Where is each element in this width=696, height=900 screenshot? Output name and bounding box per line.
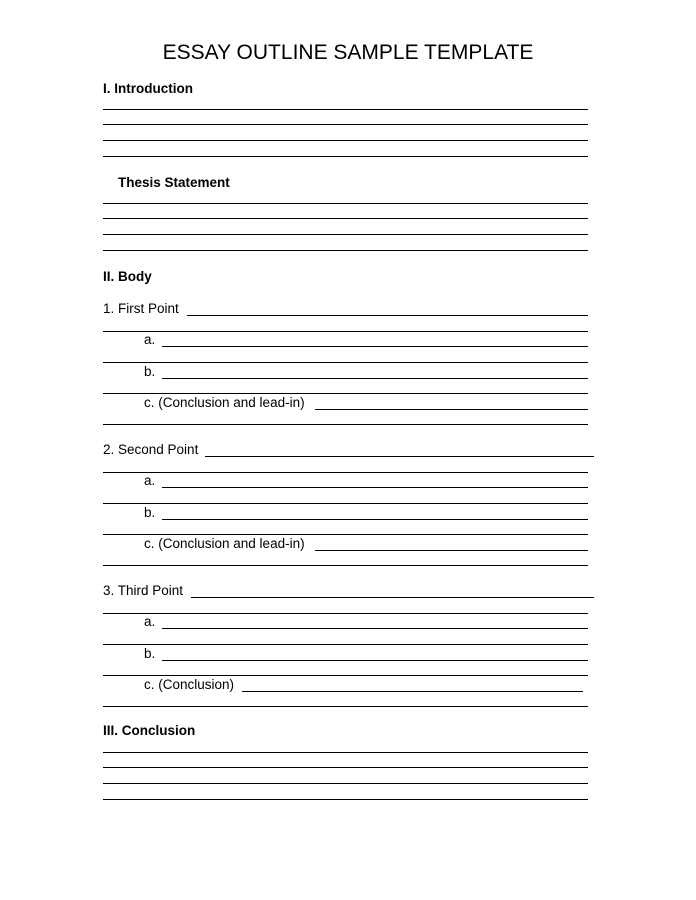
- conclusion-heading: III. Conclusion: [103, 723, 196, 738]
- thesis-line[interactable]: [103, 234, 588, 235]
- point-2-sub-c-label: c. (Conclusion and lead-in): [144, 536, 305, 551]
- point-1-sub-c-line[interactable]: [315, 409, 588, 410]
- point-3-sub-a-label: a.: [144, 614, 156, 629]
- point-2-sub-a-continuation-line[interactable]: [103, 503, 588, 504]
- conclusion-line[interactable]: [103, 799, 588, 800]
- point-2-continuation-line[interactable]: [103, 472, 588, 473]
- introduction-heading: I. Introduction: [103, 81, 193, 96]
- point-3-label: 3. Third Point: [103, 583, 184, 598]
- point-2-sub-b-label: b.: [144, 505, 156, 520]
- point-1-sub-b-line[interactable]: [162, 378, 588, 379]
- point-3-line[interactable]: [191, 597, 594, 598]
- conclusion-line[interactable]: [103, 783, 588, 784]
- point-3-sub-c-continuation-line[interactable]: [103, 706, 588, 707]
- point-2-sub-b-continuation-line[interactable]: [103, 534, 588, 535]
- point-2-sub-a-line[interactable]: [162, 487, 588, 488]
- page-title: ESSAY OUTLINE SAMPLE TEMPLATE: [162, 41, 534, 64]
- thesis-line[interactable]: [103, 250, 588, 251]
- point-2-sub-c-continuation-line[interactable]: [103, 565, 588, 566]
- point-1-sub-b-label: b.: [144, 364, 156, 379]
- thesis-heading: Thesis Statement: [118, 175, 230, 190]
- introduction-line[interactable]: [103, 140, 588, 141]
- conclusion-line[interactable]: [103, 767, 588, 768]
- point-3-continuation-line[interactable]: [103, 613, 588, 614]
- point-1-sub-a-continuation-line[interactable]: [103, 362, 588, 363]
- introduction-line[interactable]: [103, 156, 588, 157]
- point-3-sub-a-line[interactable]: [162, 628, 588, 629]
- point-1-sub-a-line[interactable]: [162, 346, 588, 347]
- thesis-line[interactable]: [103, 218, 588, 219]
- point-1-sub-b-continuation-line[interactable]: [103, 393, 588, 394]
- point-1-line[interactable]: [187, 315, 588, 316]
- point-3-sub-a-continuation-line[interactable]: [103, 644, 588, 645]
- introduction-line[interactable]: [103, 124, 588, 125]
- point-3-sub-c-line[interactable]: [242, 691, 583, 692]
- introduction-line[interactable]: [103, 109, 588, 110]
- point-2-sub-a-label: a.: [144, 473, 156, 488]
- point-3-sub-c-label: c. (Conclusion): [144, 677, 235, 692]
- point-2-line[interactable]: [205, 456, 594, 457]
- body-heading: II. Body: [103, 269, 152, 284]
- point-3-sub-b-line[interactable]: [162, 660, 588, 661]
- point-1-continuation-line[interactable]: [103, 331, 588, 332]
- point-1-sub-a-label: a.: [144, 332, 156, 347]
- point-2-label: 2. Second Point: [103, 442, 199, 457]
- point-1-sub-c-continuation-line[interactable]: [103, 424, 588, 425]
- point-3-sub-b-label: b.: [144, 646, 156, 661]
- point-2-sub-b-line[interactable]: [162, 519, 588, 520]
- thesis-line[interactable]: [103, 203, 588, 204]
- point-3-sub-b-continuation-line[interactable]: [103, 675, 588, 676]
- point-2-sub-c-line[interactable]: [315, 550, 588, 551]
- point-1-label: 1. First Point: [103, 301, 179, 316]
- point-1-sub-c-label: c. (Conclusion and lead-in): [144, 395, 305, 410]
- conclusion-line[interactable]: [103, 752, 588, 753]
